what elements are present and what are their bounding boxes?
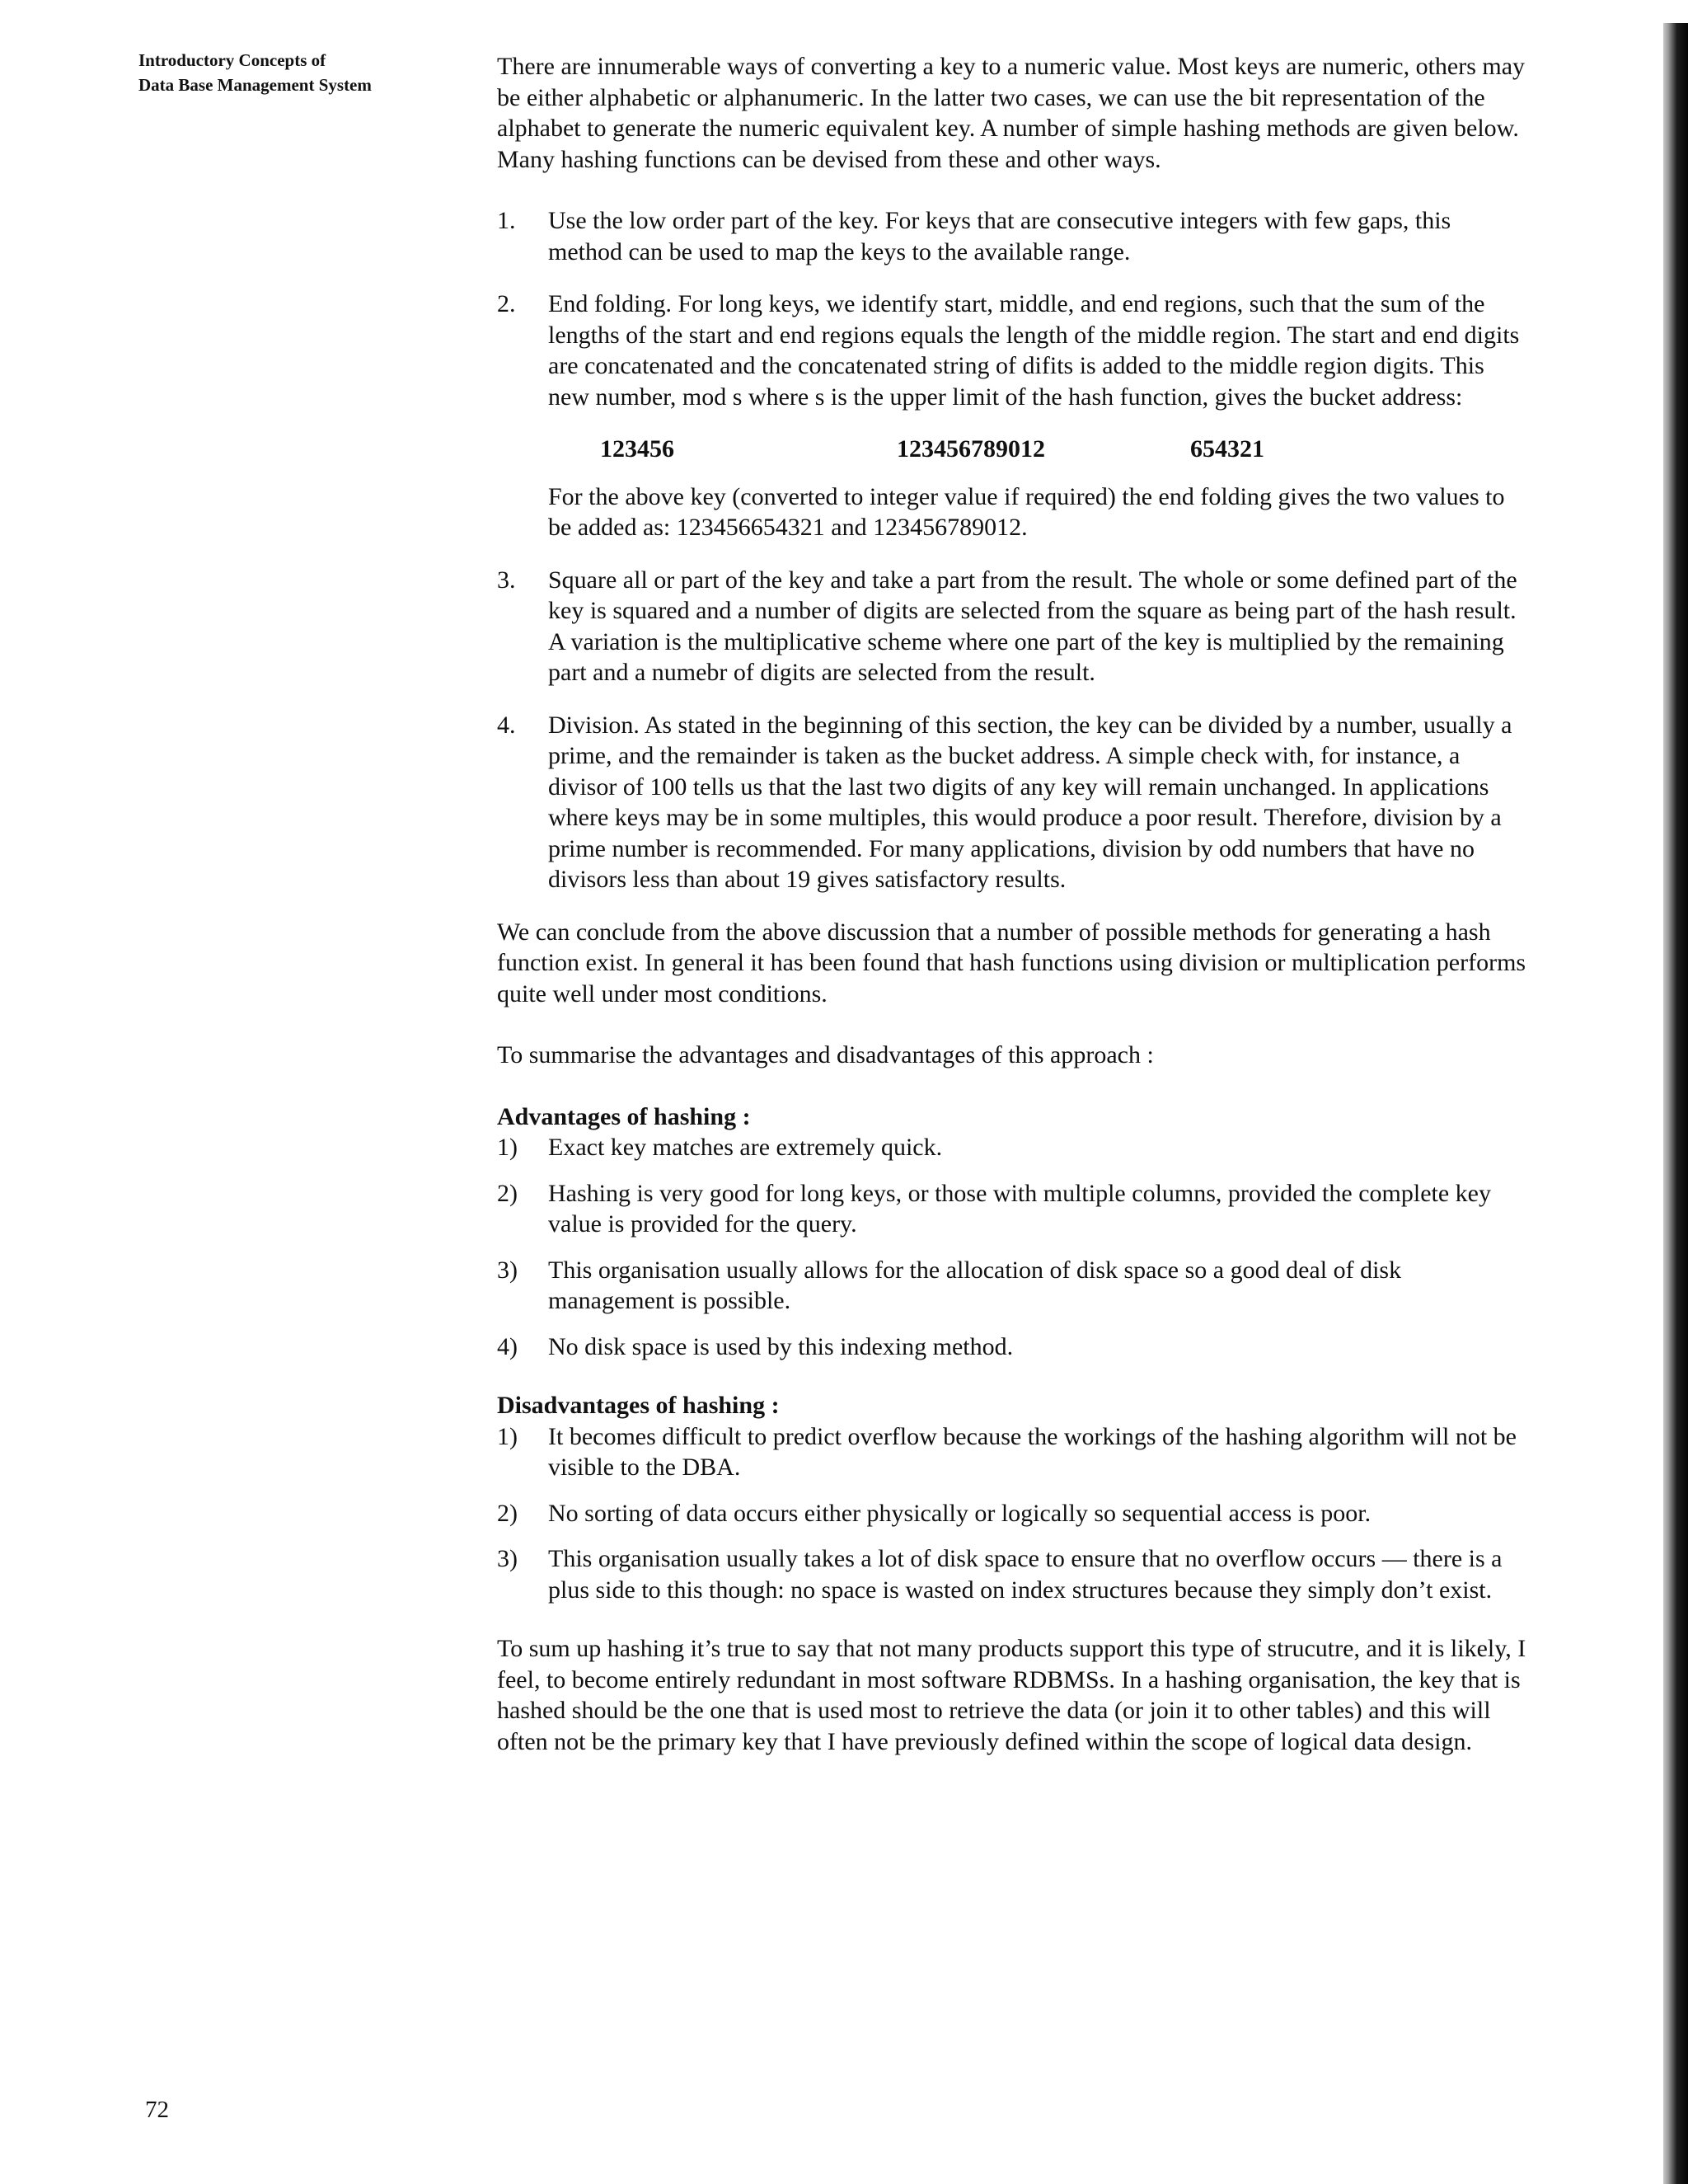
running-head-line-2: Data Base Management System [138,75,372,95]
list-item [497,1543,1527,1605]
list-marker: 4) [497,1332,518,1360]
list-item-text: This organisation usually allows for the allocation of disk space so a good deal of disk management is possible. [548,1256,1402,1314]
example-key-end: 654321 [1190,435,1264,463]
list-item [497,1498,1527,1529]
list-marker: 2) [497,1179,518,1207]
list-marker: 1. [497,207,516,234]
list-item-text: No disk space is used by this indexing method. [548,1332,1014,1360]
method-item-2-followup [497,481,1527,543]
closing-paragraph: To sum up hashing it’s true to say that not many products support this type of strucutre, and it is likely, I feel, to become entirely redundant in most software RDBMSs. In a hashing organisation, the key that is hashed should be the one that is used most to retrieve the data (or join it to other tables) and this will often not be the primary key that I have previously defined within the scope of logical data design. [497,1635,1526,1755]
list-marker: 1) [497,1134,518,1161]
list-marker: 2) [497,1499,518,1527]
method-item-4 [497,710,1527,895]
end-folding-example-keys [548,434,1527,465]
list-marker: 3) [497,1545,518,1572]
list-item [497,1178,1527,1240]
list-marker: 4. [497,711,516,739]
list-item-text: This organisation usually takes a lot of disk space to ensure that no overflow occurs — there is a plus side to this though: no space is wasted on index structures because they simply don’t exist. [548,1545,1503,1604]
disadvantages-list [497,1421,1527,1606]
list-item [497,1332,1527,1363]
conclusion-paragraph: We can conclude from the above discussion that a number of possible methods for generating a hash function exist. In general it has been found that hash functions using division or multiplication performs quite well under most conditions. [497,918,1526,1007]
running-head [138,48,452,97]
advantages-heading: Advantages of hashing : [497,1102,751,1130]
page-body [497,51,1527,1787]
list-marker: 1) [497,1422,518,1450]
list-item [497,1255,1527,1317]
running-head-line-1: Introductory Concepts of [138,50,326,70]
list-item [497,1132,1527,1163]
list-marker: 3. [497,566,516,594]
list-marker: 3) [497,1256,518,1284]
hashing-methods-list [497,205,1527,895]
method-text: Square all or part of the key and take a part from the result. The whole or some defined part of the key is squared and a number of digits are selected from the square as being part of the hash result. A variation is the multiplicative scheme where one part of the key is multiplied by the remaining part and a numebr of digits are selected from the result. [548,566,1517,686]
example-key-start: 123456 [600,435,674,463]
list-item-text: No sorting of data occurs either physically or logically so sequential access is poor. [548,1499,1372,1527]
list-item-text: Exact key matches are extremely quick. [548,1134,943,1161]
method-item-1 [497,205,1527,267]
list-item [497,1421,1527,1483]
example-key-middle: 123456789012 [897,435,1045,463]
list-item-text: Hashing is very good for long keys, or those with multiple columns, provided the complete key value is provided for the query. [548,1179,1491,1238]
method-text: Division. As stated in the beginning of this section, the key can be divided by a number, usually a prime, and the remainder is taken as the bucket address. A simple check with, for instance, a divisor of 100 tells us that the last two digits of any key will remain unchanged. In applications where keys may be in some multiples, this would produce a poor result. Therefore, division by a prime number is recommended. For many applications, division by odd numbers that have no divisors less than about 19 gives satisfactory results. [548,711,1512,893]
method-text: End folding. For long keys, we identify start, middle, and end regions, such that the sum of the lengths of the start and end regions equals the length of the middle region. The start and end digits are concatenated and the concatenated string of difits is added to the middle region digits. This new number, mod s where s is the upper limit of the hash function, gives the bucket address: [548,290,1520,411]
intro-paragraph: There are innumerable ways of converting a key to a numeric value. Most keys are numeric, others may be either alphabetic or alphanumeric. In the latter two cases, we can use the bit representation of the alphabet to generate the numeric equivalent key. A number of simple hashing methods are given below. Many hashing functions can be devised from these and other ways. [497,53,1526,173]
method-item-2 [497,289,1527,412]
page-number: 72 [145,2097,169,2123]
list-item-text: It becomes difficult to predict overflow because the workings of the hashing algorithm will not be visible to the DBA. [548,1422,1517,1481]
method-text: Use the low order part of the key. For keys that are consecutive integers with few gaps, this method can be used to map the keys to the available range. [548,207,1451,265]
method-item-3 [497,565,1527,688]
list-marker: 2. [497,290,516,317]
scan-binding-edge [1663,23,1688,2184]
disadvantages-heading: Disadvantages of hashing : [497,1392,780,1419]
advantages-list [497,1132,1527,1362]
summary-intro: To summarise the advantages and disadvantages of this approach : [497,1041,1154,1069]
method-followup-text: For the above key (converted to integer value if required) the end folding gives the two values to be added as: 123456654321 and 123456789012. [548,482,1505,541]
